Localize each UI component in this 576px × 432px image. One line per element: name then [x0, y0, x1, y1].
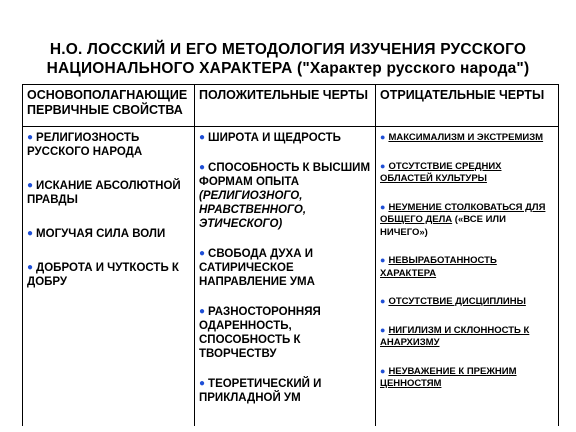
bullet-dot-icon: ●	[380, 160, 386, 171]
list-item	[380, 365, 555, 391]
list-item	[199, 247, 372, 289]
basic-column	[23, 127, 195, 427]
list-item	[380, 131, 555, 145]
bullet-dot-icon: ●	[380, 324, 386, 335]
list-item	[27, 131, 191, 159]
bullet-dot-icon: ●	[199, 378, 206, 389]
negative-item-text: НЕУМЕНИЕ СТОЛКОВАТЬСЯ ДЛЯ ОБЩЕГО ДЕЛА	[380, 201, 546, 225]
bullet-dot-icon: ●	[380, 365, 386, 376]
list-item	[380, 160, 555, 186]
list-item	[27, 227, 191, 241]
basic-item-text: РЕЛИГИОЗНОСТЬ РУССКОГО НАРОДА	[27, 132, 143, 158]
bullet-dot-icon: ●	[27, 180, 34, 191]
bullet-dot-icon: ●	[380, 255, 386, 265]
negative-item-text: НЕВЫРАБОТАННОСТЬ ХАРАКТЕРА	[380, 255, 497, 279]
negative-item-note: («ВСЕ ИЛИ НИЧЕГО»)	[380, 214, 506, 238]
negative-item-text: НИГИЛИЗМ И СКЛОННОСТЬ К АНАРХИЗМУ	[380, 324, 530, 348]
positive-column	[195, 127, 376, 427]
negative-item-text: ОТСУТСТВИЕ ДИСЦИПЛИНЫ	[388, 296, 526, 307]
negative-item-text: МАКСИМАЛИЗМ И ЭКСТРЕМИЗМ	[388, 132, 544, 143]
bullet-dot-icon: ●	[199, 248, 206, 259]
positive-item-text: СПОСОБНОСТЬ К ВЫСШИМ ФОРМАМ ОПЫТА	[199, 162, 371, 188]
bullet-dot-icon: ●	[27, 262, 34, 273]
negative-item-text: ОТСУТСТВИЕ СРЕДНИХ ОБЛАСТЕЙ КУЛЬТУРЫ	[380, 160, 502, 184]
list-item	[380, 201, 555, 240]
bullet-dot-icon: ●	[380, 201, 386, 212]
list-item	[199, 131, 372, 145]
bullet-dot-icon: ●	[27, 228, 34, 239]
list-item	[199, 305, 372, 361]
title-line-2: НАЦИОНАЛЬНОГО ХАРАКТЕРА ("Характер русского народа")	[46, 60, 530, 77]
bullet-dot-icon: ●	[199, 306, 206, 317]
basic-item-text: ИСКАНИЕ АБСОЛЮТНОЙ ПРАВДЫ	[27, 180, 181, 206]
positive-item-note: (РЕЛИГИОЗНОГО, НРАВСТВЕННОГО, ЭТИЧЕСКОГО)	[199, 190, 307, 230]
traits-table	[22, 84, 559, 426]
content-row	[23, 127, 559, 427]
negative-item-text: НЕУВАЖЕНИЕ К ПРЕЖНИМ ЦЕННОСТЯМ	[380, 365, 517, 389]
list-item	[380, 295, 555, 309]
positive-item-text: ТЕОРЕТИЧЕСКИЙ И ПРИКЛАДНОЙ УМ	[199, 378, 322, 404]
bullet-dot-icon: ●	[199, 132, 206, 143]
page-title	[0, 40, 576, 78]
bullet-dot-icon: ●	[380, 296, 386, 306]
positive-item-text: СВОБОДА ДУХА И САТИРИЧЕСКОЕ НАПРАВЛЕНИЕ УМА	[199, 248, 315, 288]
basic-item-text: ДОБРОТА И ЧУТКОСТЬ К ДОБРУ	[27, 262, 179, 288]
list-item	[380, 324, 555, 350]
basic-item-text: МОГУЧАЯ СИЛА ВОЛИ	[36, 228, 166, 240]
list-item	[199, 377, 372, 405]
list-item	[27, 261, 191, 289]
bullet-dot-icon: ●	[199, 162, 206, 173]
header-positive: ПОЛОЖИТЕЛЬНЫЕ ЧЕРТЫ	[195, 85, 376, 127]
positive-item-text: РАЗНОСТОРОННЯЯ ОДАРЕННОСТЬ, СПОСОБНОСТЬ К ТВОРЧЕСТВУ	[199, 306, 321, 360]
positive-item-text: ШИРОТА И ЩЕДРОСТЬ	[208, 132, 341, 144]
list-item	[199, 161, 372, 231]
negative-column	[376, 127, 559, 427]
header-negative: ОТРИЦАТЕЛЬНЫЕ ЧЕРТЫ	[376, 85, 559, 127]
header-basic: ОСНОВОПОЛАГНАЮЩИЕ ПЕРВИЧНЫЕ СВОЙСТВА	[23, 85, 195, 127]
list-item	[27, 179, 191, 207]
list-item	[380, 254, 555, 280]
bullet-dot-icon: ●	[380, 132, 386, 142]
header-row	[23, 85, 559, 127]
title-line-1: Н.О. ЛОССКИЙ И ЕГО МЕТОДОЛОГИЯ ИЗУЧЕНИЯ РУССКОГО	[49, 41, 527, 58]
bullet-dot-icon: ●	[27, 132, 34, 143]
